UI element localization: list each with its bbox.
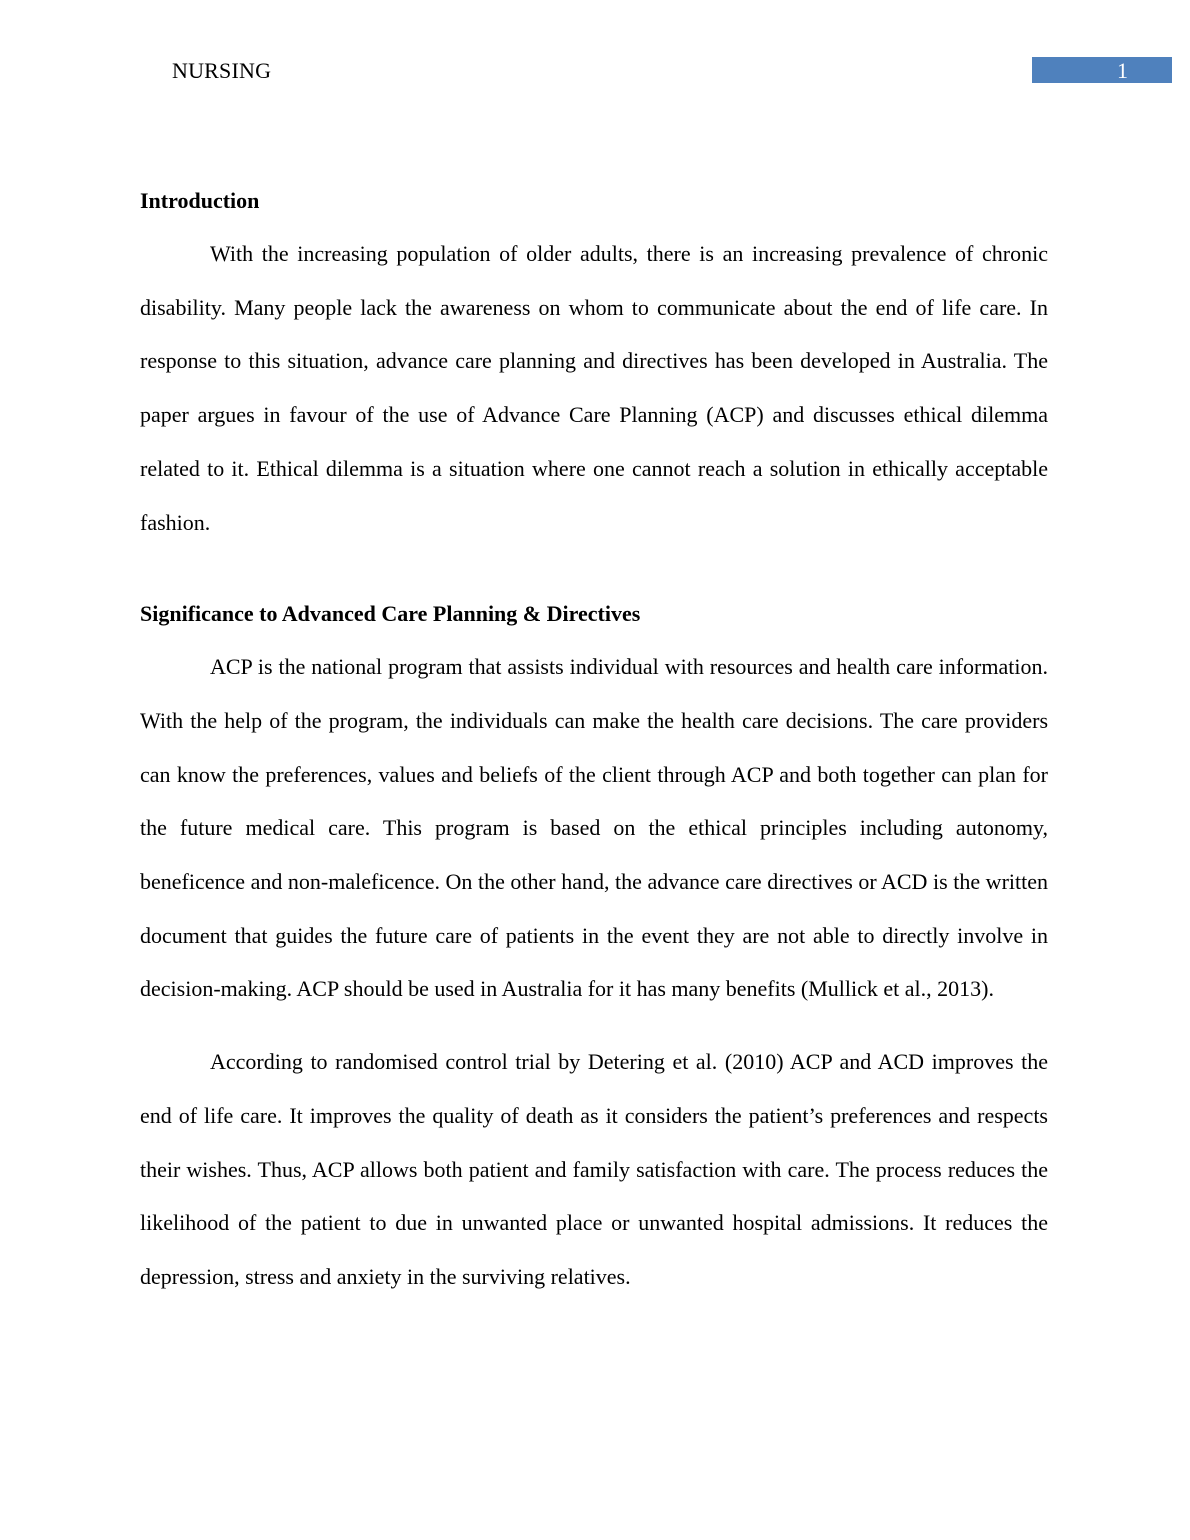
significance-paragraph-2: According to randomised control trial by Detering et al. (2010) ACP and ACD improves the end of life care. It improves the quality of death as it considers the patient’s preferences and respects their wishes. Thus, ACP allows both patient and family satisfaction with care. The process reduces the likelihood of the patient to due in unwanted place or unwanted hospital admissions. It reduces the depression, stress and anxiety in the surviving relatives. [140,1049,1048,1289]
document-body [140,181,1048,1304]
significance-paragraph-1: ACP is the national program that assists individual with resources and health care information. With the help of the program, the individuals can make the health care decisions. The care providers can know the preferences, values and beliefs of the client through ACP and both together can plan for the future medical care. This program is based on the ethical principles including autonomy, beneficence and non-maleficence. On the other hand, the advance care directives or ACD is the written document that guides the future care of patients in the event they are not able to directly involve in decision-making. ACP should be used in Australia for it has many benefits (Mullick et al., 2013). [140,654,1048,1002]
page-number-box [1032,57,1172,83]
introduction-paragraph: With the increasing population of older adults, there is an increasing prevalence of chronic disability. Many people lack the awareness on whom to communicate about the end of life care. In response to this situation, advance care planning and directives has been developed in Australia. The paper argues in favour of the use of Advance Care Planning (ACP) and discusses ethical dilemma related to it. Ethical dilemma is a situation where one cannot reach a solution in ethically acceptable fashion. [140,241,1048,535]
page-number: 1 [1117,58,1128,83]
running-header-title: NURSING [172,58,272,83]
section-heading-significance: Significance to Advanced Care Planning & Directives [140,601,641,627]
section-heading-introduction: Introduction [140,188,260,213]
